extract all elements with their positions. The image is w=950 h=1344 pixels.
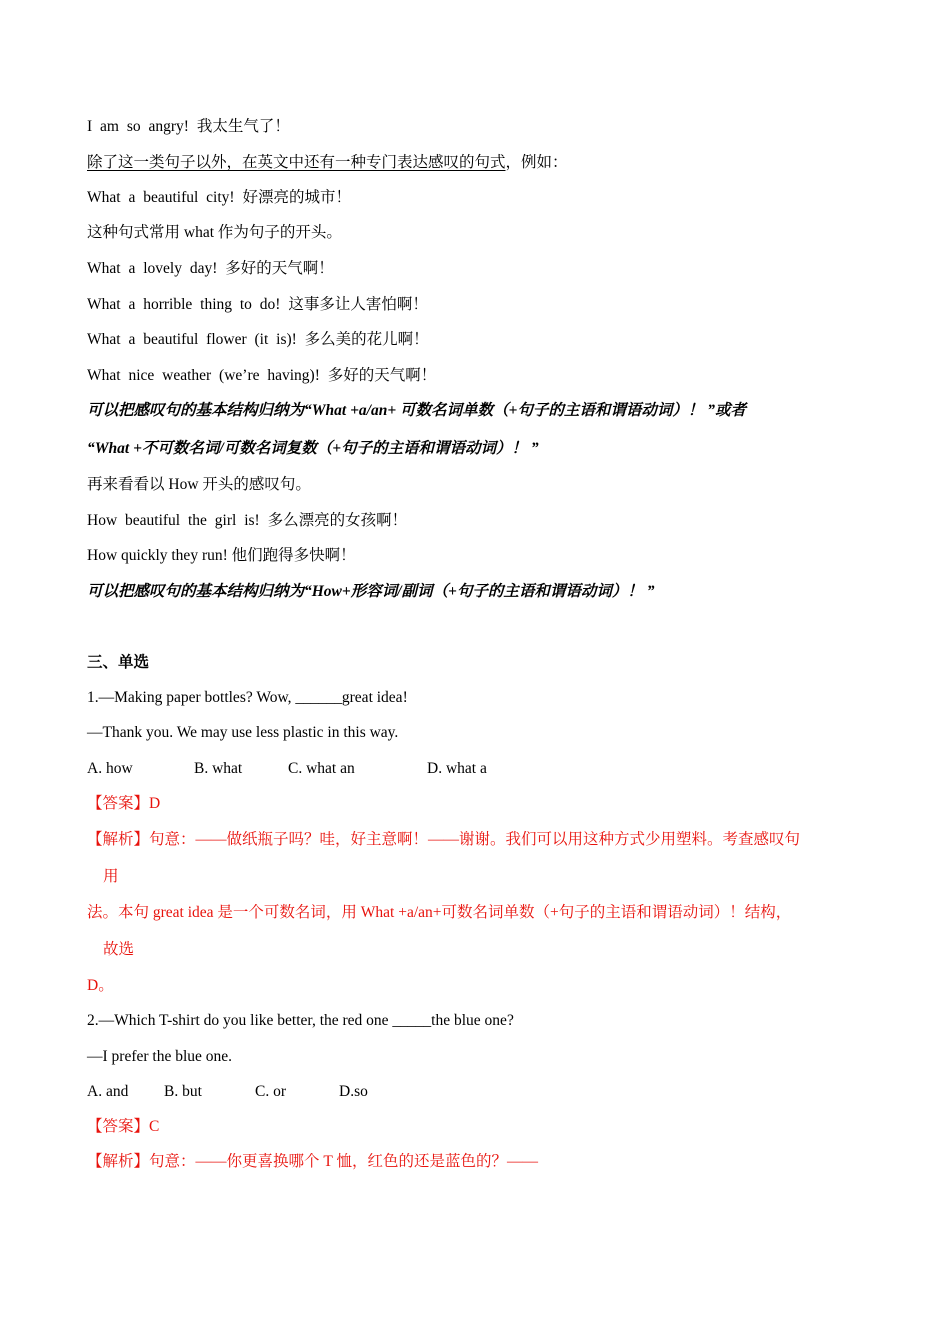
explanation-line: 这种句式常用 what 作为句子的开头。: [87, 224, 342, 241]
option-b: B. what: [194, 760, 243, 777]
option-c: C. what an: [288, 760, 355, 777]
question-1-analysis-line: 故选: [103, 941, 135, 958]
question-1-answer: 【答案】D: [87, 795, 161, 812]
question-2-reply: —I prefer the blue one.: [87, 1048, 233, 1065]
example-line: What a horrible thing to do! 这事多让人害怕啊！: [87, 296, 428, 313]
rule-how-line: 可以把感叹句的基本结构归纳为“How+形容词/副词（+句子的主语和谓语动词）！ ”: [87, 583, 655, 600]
question-1-stem: 1.—Making paper bottles? Wow, ______great idea!: [87, 689, 408, 706]
example-line: What nice weather (we’re having)! 多好的天气啊！: [87, 367, 437, 384]
example-line: What a beautiful city! 好漂亮的城市！: [87, 189, 351, 206]
question-2-options: [87, 1082, 487, 1102]
question-1-analysis-line: 用: [103, 868, 119, 885]
option-a: A. how: [87, 760, 133, 777]
intro-line-1: I am so angry! 我太生气了！: [87, 118, 290, 135]
option-d: D.so: [339, 1083, 368, 1100]
section-title: 三、单选: [87, 654, 150, 671]
underlined-text: 除了这一类句子以外，在英文中还有一种专门表达感叹的句式: [87, 154, 506, 171]
example-line: How beautiful the girl is! 多么漂亮的女孩啊！: [87, 512, 408, 529]
intro-line-2-tail: ，例如：: [505, 154, 568, 171]
question-1-analysis-line: 法。本句 great idea 是一个可数名词，用 What +a/an+可数名词单数（+句子的主语和谓语动词）！结构，: [87, 904, 792, 921]
intro-line-2: [87, 153, 568, 173]
question-2-stem: 2.—Which T-shirt do you like better, the red one _____the blue one?: [87, 1012, 514, 1029]
rule-what-line-1: 可以把感叹句的基本结构归纳为“What +a/an+ 可数名词单数（+句子的主语和谓语动词）！ ”或者: [87, 402, 747, 419]
option-c: C. or: [255, 1083, 286, 1100]
example-line: What a lovely day! 多好的天气啊！: [87, 260, 334, 277]
question-1-analysis-line: 【解析】句意：——做纸瓶子吗？哇，好主意啊！——谢谢。我们可以用这种方式少用塑料。考查感叹句: [87, 831, 801, 848]
question-1-analysis-line: D。: [87, 977, 114, 994]
explanation-line: 再来看看以 How 开头的感叹句。: [87, 476, 311, 493]
question-2-answer: 【答案】C: [87, 1118, 160, 1135]
question-2-analysis-line: 【解析】句意：——你更喜换哪个 T 恤，红色的还是蓝色的？——: [87, 1153, 538, 1170]
option-b: B. but: [164, 1083, 202, 1100]
rule-what-line-2: “What +不可数名词/可数名词复数（+句子的主语和谓语动词）！ ”: [87, 440, 539, 457]
option-d: D. what a: [427, 760, 487, 777]
example-line: How quickly they run! 他们跑得多快啊！: [87, 547, 356, 564]
question-1-reply: —Thank you. We may use less plastic in this way.: [87, 724, 399, 741]
question-1-options: [87, 759, 587, 779]
option-a: A. and: [87, 1083, 129, 1100]
example-line: What a beautiful flower (it is)! 多么美的花儿啊！: [87, 331, 429, 348]
